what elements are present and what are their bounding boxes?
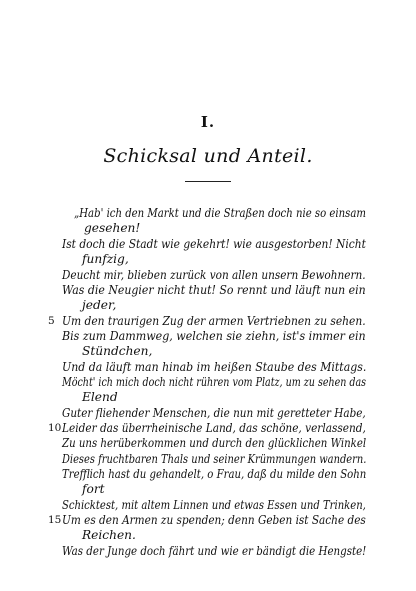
verse-line: Schicktest, mit altem Linnen und etwas Essen und Trinken, [62,498,366,512]
verse-line: Guter fliehender Menschen, die nun mit geretteter Habe, [62,406,366,420]
verse-continuation: gesehen! [84,221,141,235]
chapter-title: Schicksal und Anteil. [103,145,313,167]
verse-line: Und da läuft man hinab im heißen Staube des Mittags. [62,360,367,374]
verse-line: Was die Neugier nicht thut! So rennt und läuft nun ein [62,283,366,297]
verse-line: Leider das überrheinische Land, das schöne, verlassend, [62,421,366,435]
verse-continuation: Elend [82,390,118,404]
verse-continuation: Stündchen, [82,344,153,358]
verse-continuation: funfzig, [82,252,129,266]
verse-line: Um es den Armen zu spenden; denn Geben ist Sache des [62,513,366,527]
verse-line: Ist doch die Stadt wie gekehrt! wie ausgestorben! Nicht [62,237,366,251]
chapter-number: I. [200,113,216,131]
verse-line: „Hab' ich den Markt und die Straßen doch nie so einsam [74,206,366,220]
verse-line: Was der Junge doch fährt und wie er bändigt die Hengste! [62,544,367,558]
verse-line: Möcht' ich mich doch nicht rühren vom Platz, um zu sehen das [62,375,367,389]
title-divider [185,181,231,182]
verse-continuation: jeder, [82,298,117,312]
verse-line: Dieses fruchtbaren Thals und seiner Krümmungen wandern. [62,452,367,466]
verse-continuation: fort [82,482,105,496]
line-number: 10 [48,422,62,434]
verse-line: Trefflich hast du gehandelt, o Frau, daß du milde den Sohn [62,467,367,481]
verse-line: Deucht mir, blieben zurück von allen unsern Bewohnern. [62,268,366,282]
verse-line: Um den traurigen Zug der armen Vertriebnen zu sehen. [62,314,366,328]
line-number: 15 [48,514,62,526]
line-number: 5 [48,315,55,327]
verse-continuation: Reichen. [82,528,136,542]
verse-line: Zu uns herüberkommen und durch den glücklichen Winkel [62,436,367,450]
verse-line: Bis zum Dammweg, welchen sie ziehn, ist's immer ein [62,329,366,343]
